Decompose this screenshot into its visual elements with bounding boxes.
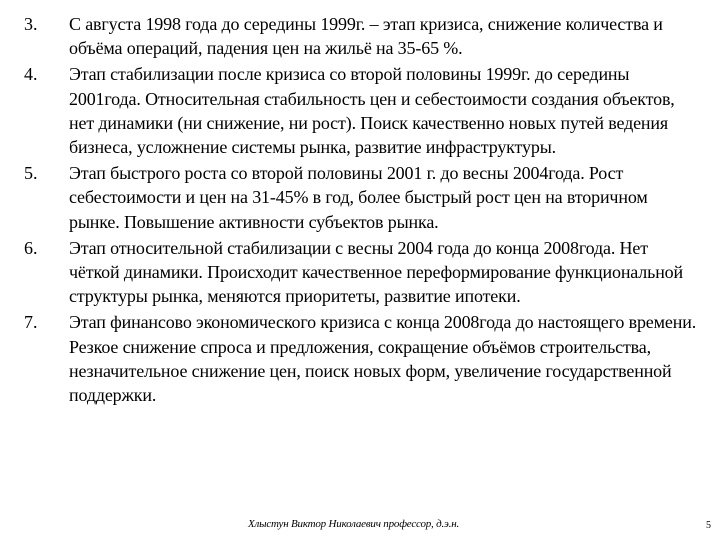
footer-author: Хлыстун Виктор Николаевич профессор, д.э.н. <box>248 518 460 530</box>
list-item-text: Этап финансово экономического кризиса с конца 2008года до настоящего времени. Резкое снижение спроса и предложения, сокращение объёмов строительства, незначительное снижение цен, поиск новых форм, увеличение государственной поддержки. <box>69 312 697 406</box>
list-item-number: 5. <box>24 163 38 184</box>
list-item <box>24 161 700 234</box>
list-item <box>24 12 700 60</box>
list-item <box>24 236 700 309</box>
list-item <box>24 62 700 159</box>
page-number: 5 <box>706 520 711 531</box>
list-item-number: 6. <box>24 237 38 258</box>
list-item-text: Этап стабилизации после кризиса со второй половины 1999г. до середины 2001года. Относительная стабильность цен и себестоимости создания объектов, нет динамики (ни снижение, ни рост). Поиск качественно новых путей ведения бизнеса, усложнение системы рынка, развитие инфраструктуры. <box>69 64 675 158</box>
list-item-number: 4. <box>24 64 38 85</box>
list-item-text: С августа 1998 года до середины 1999г. – этап кризиса, снижение количества и объёма операций, падения цен на жильё на 35-65 %. <box>69 14 663 59</box>
list-item-number: 3. <box>24 14 38 34</box>
list-item <box>24 310 700 407</box>
numbered-list <box>24 12 700 409</box>
list-item-text: Этап относительной стабилизации с весны 2004 года до конца 2008года. Нет чёткой динамики. Происходит качественное переформирование функциональной структуры рынка, меняются приоритеты, развитие ипотеки. <box>69 237 684 307</box>
list-item-number: 7. <box>24 312 38 333</box>
list-item-text: Этап быстрого роста со второй половины 2001 г. до весны 2004года. Рост себестоимости и цен на 31-45% в год, более быстрый рост цен на вторичном рынке. Повышение активности субъектов рынка. <box>69 163 648 232</box>
